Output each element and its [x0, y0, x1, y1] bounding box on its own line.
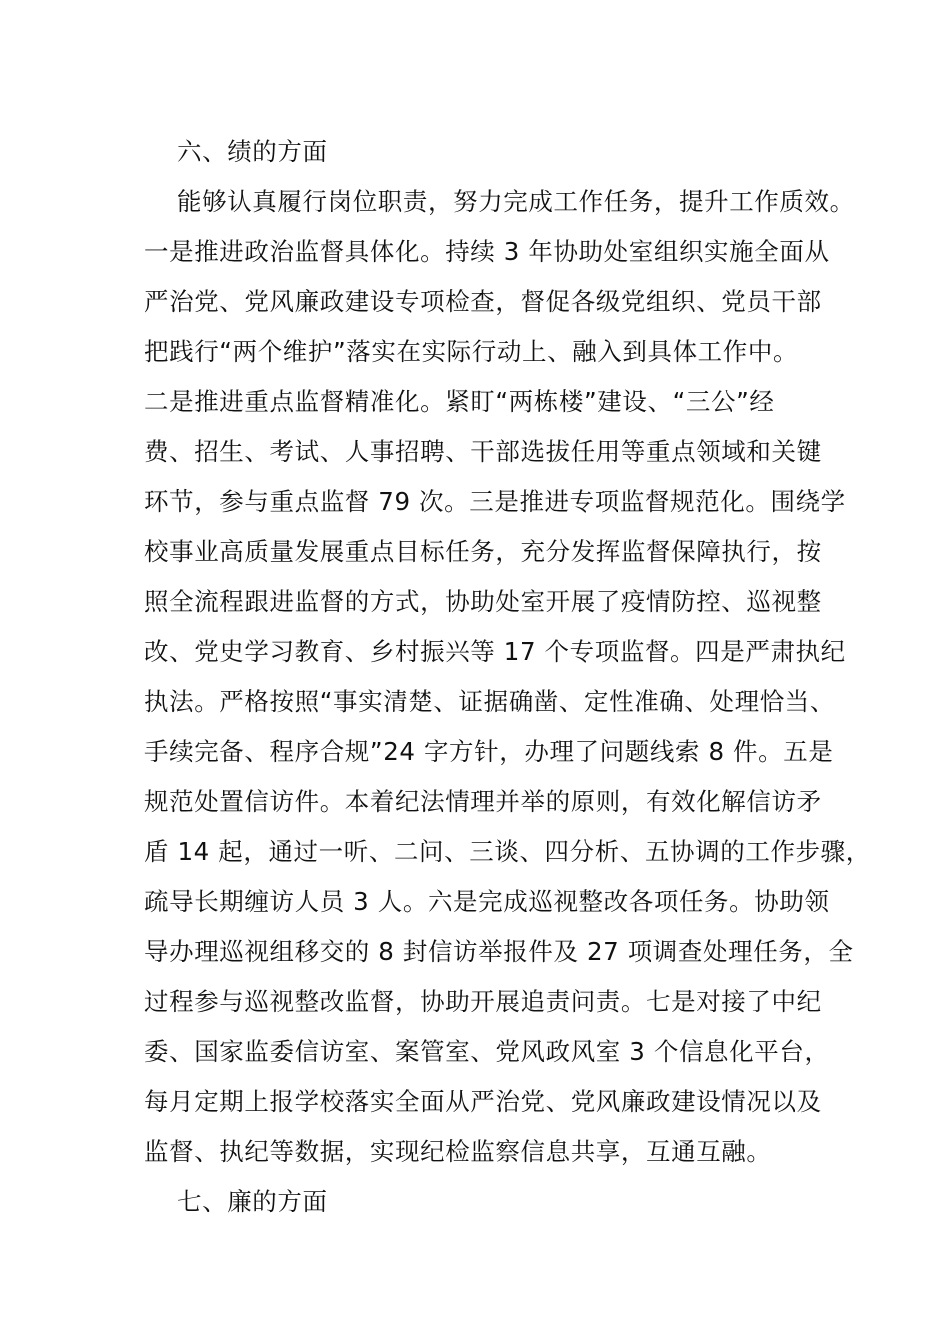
paragraph-line: 疏导长期缠访人员 3 人。六是完成巡视整改各项任务。协助领 [144, 887, 830, 916]
paragraph-line: 二是推进重点监督精准化。紧盯“两栋楼”建设、“三公”经 [144, 387, 775, 416]
paragraph-line: 监督、执纪等数据，实现纪检监察信息共享，互通互融。 [144, 1137, 772, 1166]
paragraph-line: 校事业高质量发展重点目标任务，充分发挥监督保障执行，按 [144, 537, 822, 566]
paragraph-line: 改、党史学习教育、乡村振兴等 17 个专项监督。四是严肃执纪 [144, 637, 846, 666]
paragraph-line: 费、招生、考试、人事招聘、干部选拔任用等重点领域和关键 [144, 437, 822, 466]
paragraph-line: 能够认真履行岗位职责，努力完成工作任务，提升工作质效。 [177, 187, 855, 216]
paragraph-line: 手续完备、程序合规”24 字方针，办理了问题线索 8 件。五是 [144, 737, 834, 766]
paragraph-line: 严治党、党风廉政建设专项检查，督促各级党组织、党员干部 [144, 287, 822, 316]
paragraph-line: 一是推进政治监督具体化。持续 3 年协助处室组织实施全面从 [144, 237, 830, 266]
paragraph-line: 过程参与巡视整改监督，协助开展追责问责。七是对接了中纪 [144, 987, 822, 1016]
paragraph-line: 照全流程跟进监督的方式，协助处室开展了疫情防控、巡视整 [144, 587, 822, 616]
paragraph-line: 每月定期上报学校落实全面从严治党、党风廉政建设情况以及 [144, 1087, 822, 1116]
section-heading-seven: 七、廉的方面 [177, 1187, 328, 1216]
section-heading-six: 六、绩的方面 [177, 137, 328, 166]
paragraph-line: 规范处置信访件。本着纪法情理并举的原则，有效化解信访矛 [144, 787, 822, 816]
paragraph-line: 委、国家监委信访室、案管室、党风政风室 3 个信息化平台， [144, 1037, 830, 1066]
paragraph-line: 把践行“两个维护”落实在实际行动上、融入到具体工作中。 [144, 337, 799, 366]
paragraph-line: 导办理巡视组移交的 8 封信访举报件及 27 项调查处理任务，全 [144, 937, 854, 966]
paragraph-line: 执法。严格按照“事实清楚、证据确凿、定性准确、处理恰当、 [144, 687, 835, 716]
paragraph-line: 环节，参与重点监督 79 次。三是推进专项监督规范化。围绕学 [144, 487, 846, 516]
paragraph-line: 盾 14 起，通过一听、二问、三谈、四分析、五协调的工作步骤， [144, 837, 871, 866]
